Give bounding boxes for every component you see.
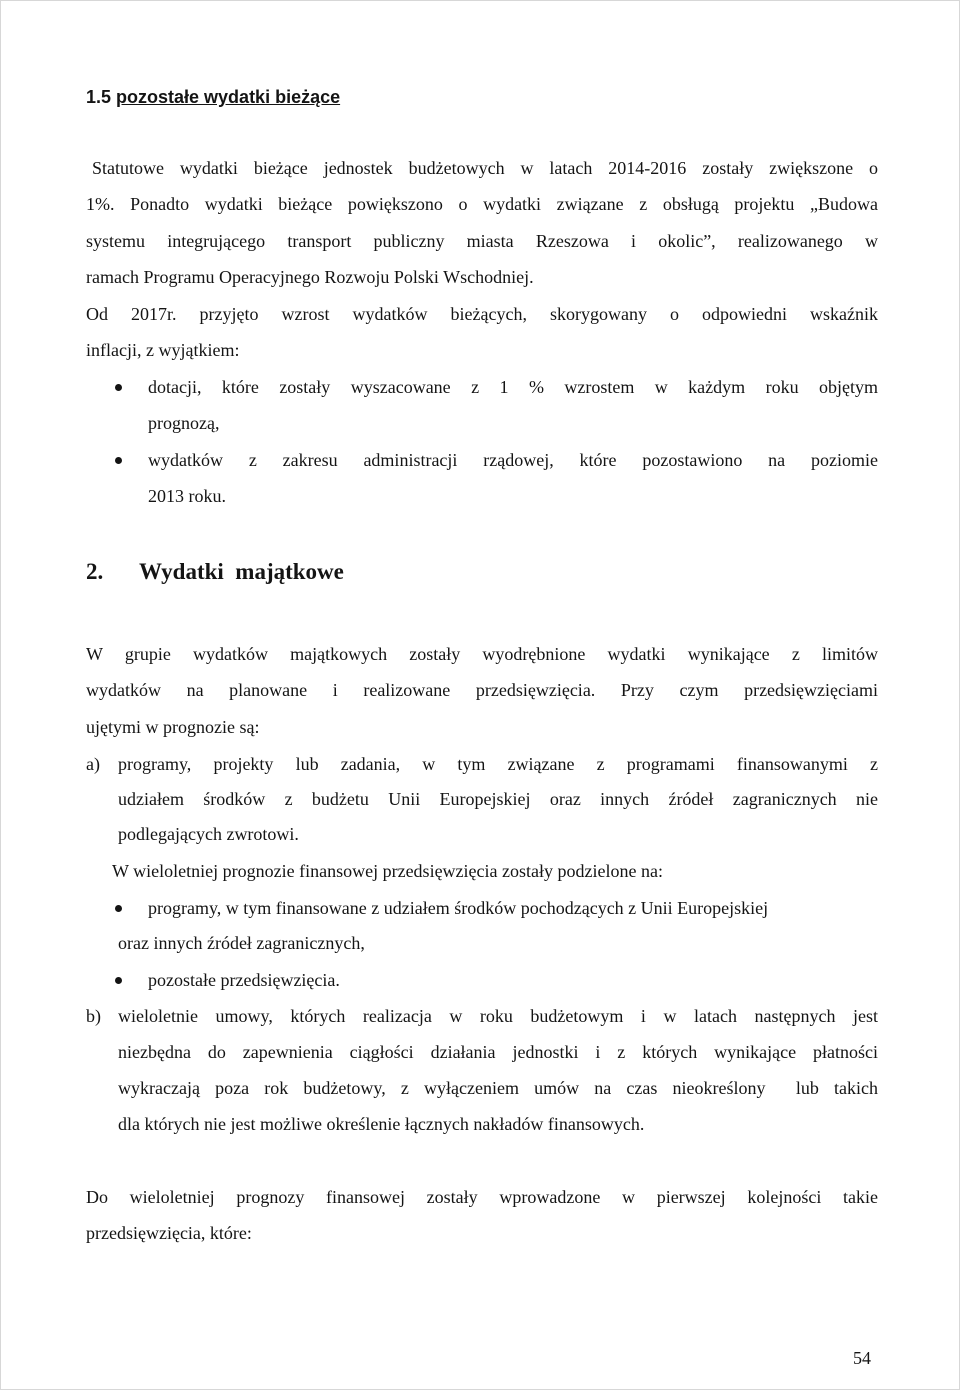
item-a-marker: a) (86, 754, 100, 774)
paragraph-3-line-2: wydatków na planowane i realizowane przedsięwzięcia. Przy czym przedsięwzięciami (86, 680, 878, 700)
item-b-line-1: wieloletnie umowy, których realizacja w roku budżetowym i w latach następnych jest (118, 1006, 878, 1026)
item-b-marker: b) (86, 1006, 101, 1026)
exception-2-line-2: 2013 roku. (148, 486, 226, 506)
item-b-line-3: wykraczają poza rok budżetowy, z wyłączeniem umów na czas nieokreślony lub takich (118, 1078, 878, 1098)
split-item-1-line-2: oraz innych źródeł zagranicznych, (118, 933, 365, 953)
item-a-line-1: programy, projekty lub zadania, w tym związane z programami finansowanymi z (118, 754, 878, 774)
bullet-icon (115, 457, 122, 464)
item-a-line-2: udziałem środków z budżetu Unii Europejskiej oraz innych źródeł zagranicznych nie (118, 789, 878, 809)
split-item-1-line-1: programy, w tym finansowane z udziałem środków pochodzących z Unii Europejskiej (148, 898, 769, 918)
section-number: 2. (86, 559, 104, 584)
bullet-icon (115, 384, 122, 391)
paragraph-1-line-1: Statutowe wydatki bieżące jednostek budżetowych w latach 2014-2016 zostały zwiększone o (92, 158, 878, 178)
section-heading-1-5 (86, 87, 340, 108)
paragraph-3-line-1: W grupie wydatków majątkowych zostały wyodrębnione wydatki wynikające z limitów (86, 644, 878, 664)
section-heading-2 (86, 559, 344, 585)
item-a-line-3: podlegających zwrotowi. (118, 824, 299, 844)
paragraph-5-line-1: Do wieloletniej prognozy finansowej zostały wprowadzone w pierwszej kolejności takie (86, 1187, 878, 1207)
exception-1-line-1: dotacji, które zostały wyszacowane z 1 % wzrostem w każdym roku objętym (148, 377, 878, 397)
split-item-2-line-1: pozostałe przedsięwzięcia. (148, 970, 340, 990)
bullet-icon (115, 905, 122, 912)
section-number: 1.5 (86, 87, 117, 107)
page-number: 54 (853, 1348, 871, 1368)
paragraph-2-line-2: inflacji, z wyjątkiem: (86, 340, 240, 360)
exception-2-line-1: wydatków z zakresu administracji rządowej, które pozostawiono na poziomie (148, 450, 878, 470)
paragraph-1-line-3: systemu integrującego transport publiczny miasta Rzeszowa i okolic”, realizowanego w (86, 231, 878, 251)
item-b-line-4: dla których nie jest możliwe określenie łącznych nakładów finansowych. (118, 1114, 645, 1134)
paragraph-1-line-4: ramach Programu Operacyjnego Rozwoju Polski Wschodniej. (86, 267, 534, 287)
exception-1-line-2: prognozą, (148, 413, 220, 433)
bullet-icon (115, 977, 122, 984)
paragraph-3-line-3: ujętymi w prognozie są: (86, 717, 260, 737)
section-title: pozostałe wydatki bieżące (116, 87, 341, 107)
item-b-line-2: niezbędna do zapewnienia ciągłości działania jednostki i z których wynikające płatności (118, 1042, 878, 1062)
paragraph-4: W wieloletniej prognozie finansowej przedsięwzięcia zostały podzielone na: (112, 861, 663, 881)
paragraph-1-line-2: 1%. Ponadto wydatki bieżące powiększono o wydatki związane z obsługą projektu „Budowa (86, 194, 878, 214)
paragraph-2-line-1: Od 2017r. przyjęto wzrost wydatków bieżących, skorygowany o odpowiedni wskaźnik (86, 304, 878, 324)
section-title: Wydatki majątkowe (139, 559, 344, 584)
paragraph-5-line-2: przedsięwzięcia, które: (86, 1223, 252, 1243)
